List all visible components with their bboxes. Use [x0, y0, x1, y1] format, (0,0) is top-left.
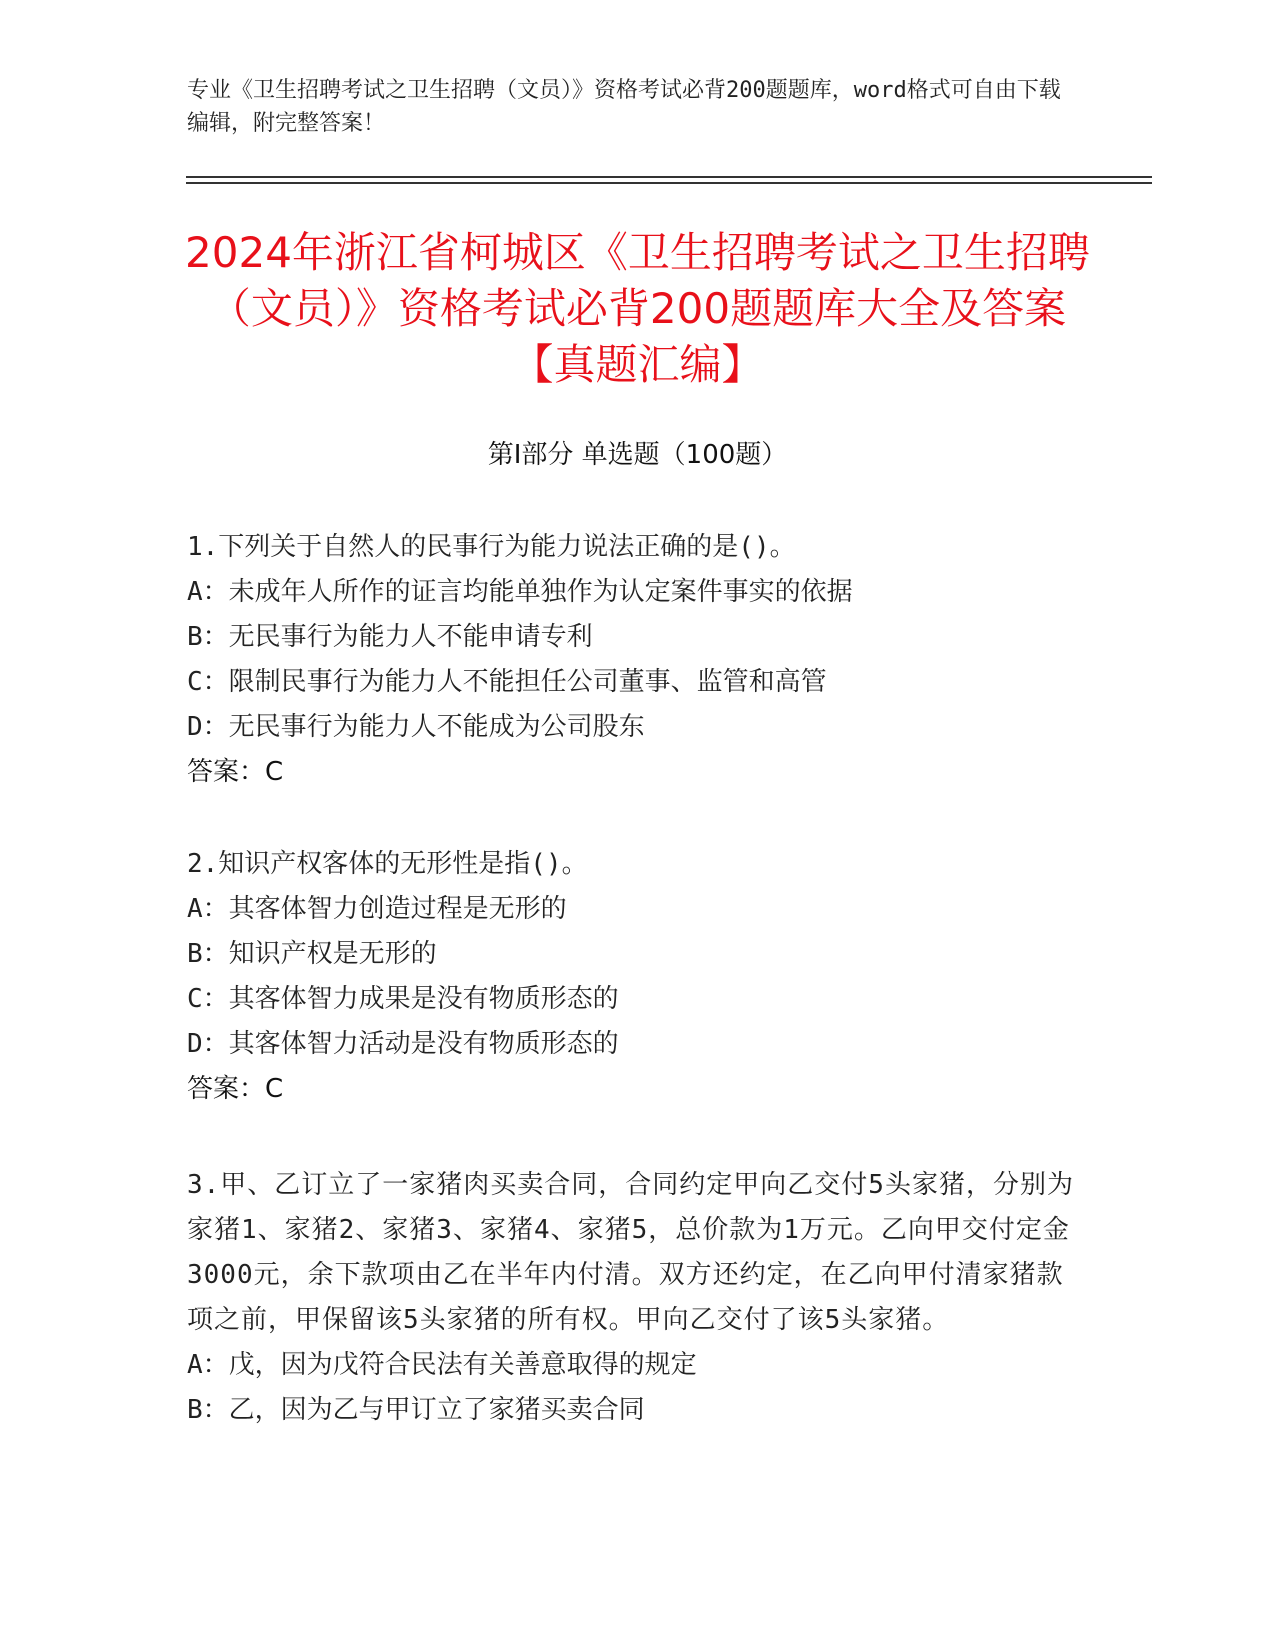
option-b: B：知识产权是无形的 — [187, 939, 437, 969]
document-title: 2024年浙江省柯城区《卫生招聘考试之卫生招聘（文员）》资格考试必背200题题库大全及答案【真题汇编】 — [185, 228, 1090, 389]
section-heading: 第I部分 单选题（100题） — [487, 440, 788, 470]
question-2 — [187, 842, 1087, 1112]
question-stem: 1.下列关于自然人的民事行为能力说法正确的是()。 — [187, 532, 796, 562]
answer: 答案：C — [187, 1074, 284, 1104]
question-stem: 3.甲、乙订立了一家猪肉买卖合同，合同约定甲向乙交付5头家猪，分别为家猪1、家猪2、家猪3、家猪4、家猪5，总价款为1万元。乙向甲交付定金3000元，余下款项由乙在半年内付清。双方还约定，在乙向甲付清家猪款项之前，甲保留该5头家猪的所有权。甲向乙交付了该5头家猪。 — [187, 1170, 1074, 1335]
option-a: A：其客体智力创造过程是无形的 — [187, 894, 567, 924]
question-3 — [187, 1163, 1087, 1433]
question-1 — [187, 525, 1087, 795]
header-note: 专业《卫生招聘考试之卫生招聘（文员）》资格考试必背200题题库，word格式可自由下载编辑，附完整答案！ — [187, 78, 1061, 136]
option-c: C：其客体智力成果是没有物质形态的 — [187, 984, 619, 1014]
option-b: B：无民事行为能力人不能申请专利 — [187, 622, 593, 652]
option-d: D：其客体智力活动是没有物质形态的 — [187, 1029, 619, 1059]
header-rule-bottom — [186, 182, 1152, 184]
option-a: A：戊，因为戊符合民法有关善意取得的规定 — [187, 1350, 697, 1380]
header-rule-top — [186, 176, 1152, 178]
answer: 答案：C — [187, 757, 284, 787]
option-c: C：限制民事行为能力人不能担任公司董事、监管和高管 — [187, 667, 827, 697]
question-stem: 2.知识产权客体的无形性是指()。 — [187, 849, 588, 879]
option-d: D：无民事行为能力人不能成为公司股东 — [187, 712, 645, 742]
option-a: A：未成年人所作的证言均能单独作为认定案件事实的依据 — [187, 577, 853, 607]
option-b: B：乙，因为乙与甲订立了家猪买卖合同 — [187, 1395, 645, 1425]
